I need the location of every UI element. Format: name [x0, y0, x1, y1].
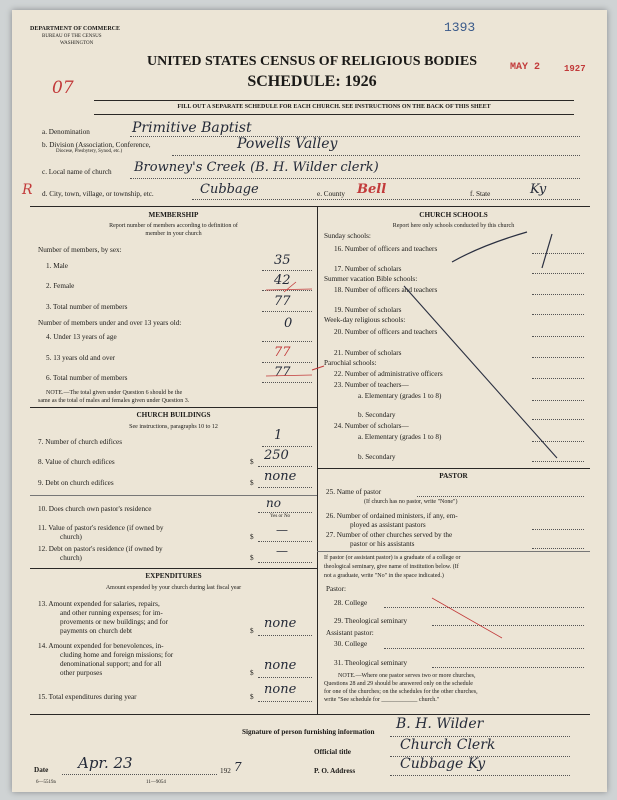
q14-label-3: denominational support; and for all	[60, 660, 162, 668]
print-number: 11—9054	[146, 780, 166, 785]
by-sex-label: Number of members, by sex:	[38, 246, 122, 254]
q1-label: 1. Male	[46, 262, 68, 270]
bureau-label: BUREAU OF THE CENSUS	[42, 34, 102, 39]
date-label: Date	[34, 766, 49, 774]
weekday-label: Week-day religious schools:	[324, 316, 406, 324]
age-intro-label: Number of members under and over 13 years old:	[38, 319, 182, 327]
q15-dollar: $	[250, 693, 254, 701]
q9-dollar: $	[250, 479, 254, 487]
schools-heading: CHURCH SCHOOLS	[419, 211, 488, 219]
q24a-label: a. Elementary (grades 1 to 8)	[358, 433, 442, 441]
pastor-note: NOTE.—Where one pastor serves two or more churches,	[338, 673, 476, 679]
q22-label: 22. Number of administrative officers	[334, 370, 443, 378]
year-value: 7	[234, 760, 242, 774]
q2-label: 2. Female	[46, 282, 75, 290]
q4-label: 4. Under 13 years of age	[46, 333, 117, 341]
division-value: Powells Valley	[237, 136, 338, 152]
q14-label-4: other purposes	[60, 669, 103, 677]
q11-value: —	[276, 523, 288, 537]
city-field-value: Cubbage	[200, 182, 259, 197]
q6-label: 6. Total number of members	[46, 374, 128, 382]
city-label: WASHINGTON	[60, 41, 94, 46]
q7-label: 7. Number of church edifices	[38, 438, 123, 446]
state-label: f. State	[470, 190, 491, 198]
po-address-label: P. O. Address	[314, 767, 356, 775]
graduate-intro-3: not a graduate, write "No" in the space indicated.)	[324, 573, 444, 579]
q17-label: 17. Number of scholars	[334, 265, 402, 273]
q15-label: 15. Total expenditures during year	[38, 693, 137, 701]
schools-intro: Report here only schools conducted by this church	[392, 223, 515, 229]
q9-label: 9. Debt on church edifices	[38, 479, 114, 487]
q16-label: 16. Number of officers and teachers	[334, 245, 438, 253]
state-value: Ky	[530, 182, 547, 197]
q25-note: (If church has no pastor, write "None")	[364, 499, 458, 505]
q8-dollar: $	[250, 458, 254, 466]
q15-value: none	[264, 682, 297, 697]
q7-value: 1	[274, 428, 283, 443]
received-stamp: MAY 2	[510, 62, 541, 73]
schedule-title: SCHEDULE: 1926	[247, 73, 377, 90]
pastor-note-4: write "See schedule for ____________ church."	[324, 697, 440, 703]
graduate-intro-2: theological seminary, give name of institution below. (If	[324, 564, 459, 570]
sunday-label: Sunday schools:	[324, 232, 371, 240]
q14-value: none	[264, 658, 297, 673]
census-schedule-sheet	[12, 10, 607, 792]
q2-value: 42	[274, 273, 291, 288]
q12-value: —	[276, 544, 288, 558]
q8-label: 8. Value of church edifices	[38, 458, 115, 466]
membership-heading: MEMBERSHIP	[148, 211, 199, 219]
q10-value: no	[266, 496, 281, 510]
received-year: 1927	[564, 64, 586, 74]
q21-label: 21. Number of scholars	[334, 349, 402, 357]
expenditures-heading: EXPENDITURES	[145, 572, 202, 580]
q13-label-4: payments on church debt	[60, 627, 133, 635]
q14-label: 14. Amount expended for benevolences, in-	[38, 642, 164, 650]
q14-label-2: cluding home and foreign missions; for	[60, 651, 174, 659]
county-label: e. County	[317, 190, 345, 198]
q12-label: 12. Debt on pastor's residence (if owned by	[38, 545, 163, 553]
q11-label-2: church)	[60, 533, 82, 541]
q1-value: 35	[274, 253, 291, 268]
official-title-label: Official title	[314, 748, 351, 756]
q26-label: 26. Number of ordained ministers, if any, em-	[326, 512, 458, 520]
denomination-label: a. Denomination	[42, 128, 90, 136]
instruction-banner: FILL OUT A SEPARATE SCHEDULE FOR EACH CHURCH. SEE INSTRUCTIONS ON THE BACK OF THIS SHEET	[177, 104, 491, 110]
q24-label: 24. Number of scholars—	[334, 422, 409, 430]
q6-value: 77	[274, 365, 291, 380]
division-label: b. Division (Association, Conference,	[42, 141, 151, 149]
q3-value: 77	[274, 294, 291, 309]
q18-label: 18. Number of officers and teachers	[334, 286, 438, 294]
q5-value: 77	[274, 345, 291, 360]
q14-dollar: $	[250, 669, 254, 677]
q27-label: 27. Number of other churches served by the	[326, 531, 453, 539]
q27-label-2: pastor or his assistants	[350, 540, 415, 548]
yes-no-hint: Yes or No	[270, 514, 291, 519]
signature-value: B. H. Wilder	[396, 716, 484, 732]
department-label: DEPARTMENT OF COMMERCE	[30, 26, 121, 32]
code-mark: 07	[52, 78, 74, 98]
pastor-heading: PASTOR	[439, 472, 468, 480]
q12-dollar: $	[250, 554, 254, 562]
q24b-label: b. Secondary	[358, 453, 396, 461]
q11-label: 11. Value of pastor's residence (if owned by	[38, 524, 164, 532]
denomination-value: Primitive Baptist	[132, 120, 252, 136]
q5-label: 5. 13 years old and over	[46, 354, 116, 362]
q31-label: 31. Theological seminary	[334, 659, 408, 667]
q10-label: 10. Does church own pastor's residence	[38, 505, 152, 513]
pastor-subheading: Pastor:	[326, 585, 346, 593]
q23a-label: a. Elementary (grades 1 to 8)	[358, 392, 442, 400]
q13-value: none	[264, 616, 297, 631]
membership-note: NOTE.—The total given under Question 6 should be the	[46, 390, 183, 396]
buildings-heading: CHURCH BUILDINGS	[136, 411, 211, 419]
q9-value: none	[264, 469, 297, 484]
q19-label: 19. Number of scholars	[334, 306, 402, 314]
q23-label: 23. Number of teachers—	[334, 381, 409, 389]
q12-label-2: church)	[60, 554, 82, 562]
assistant-subheading: Assistant pastor:	[326, 629, 374, 637]
local-name-label: c. Local name of church	[42, 168, 112, 176]
q30-label: 30. College	[334, 640, 368, 648]
po-address-value: Cubbage Ky	[400, 756, 486, 772]
pastor-note-2: Questions 28 and 29 should be answered only on the schedule	[324, 681, 473, 687]
expenditures-intro: Amount expended by your church during last fiscal year	[105, 585, 242, 591]
margin-mark: R	[22, 182, 33, 198]
summer-label: Summer vacation Bible schools:	[324, 275, 418, 283]
pastor-note-3: for one of the churches; on the schedules for the other churches,	[324, 689, 478, 695]
year-prefix: 192	[220, 767, 231, 775]
q8-value: 250	[264, 448, 289, 463]
signature-label: Signature of person furnishing information	[242, 728, 375, 736]
parochial-label: Parochial schools:	[324, 359, 377, 367]
date-value: Apr. 23	[78, 754, 133, 772]
q25-label: 25. Name of pastor	[326, 488, 382, 496]
graduate-intro: If pastor (or assistant pastor) is a graduate of a college or	[324, 555, 461, 561]
q28-label: 28. College	[334, 599, 368, 607]
q13-label-3: provements or new buildings; and for	[60, 618, 168, 626]
official-title-value: Church Clerk	[400, 737, 496, 753]
q20-label: 20. Number of officers and teachers	[334, 328, 438, 336]
q23b-label: b. Secondary	[358, 411, 396, 419]
city-field-label: d. City, town, village, or township, etc.	[42, 190, 154, 198]
division-label-2: Diocese, Presbytery, Synod, etc.)	[56, 149, 123, 154]
form-title: UNITED STATES CENSUS OF RELIGIOUS BODIES	[146, 54, 477, 69]
membership-intro: Report number of members according to definition of	[109, 223, 238, 229]
q3-label: 3. Total number of members	[46, 303, 128, 311]
membership-note-2: same as the total of males and females given under Question 3.	[38, 398, 190, 404]
q26-label-2: ployed as assistant pastors	[350, 521, 426, 529]
ink-strokes	[12, 10, 607, 792]
local-name-value: Browney's Creek (B. H. Wilder clerk)	[134, 160, 379, 175]
q13-label-2: and other running expenses; for im-	[60, 609, 163, 617]
buildings-intro: See instructions, paragraphs 10 to 12	[129, 424, 218, 430]
q4-value: 0	[284, 316, 293, 331]
q13-dollar: $	[250, 627, 254, 635]
q11-dollar: $	[250, 533, 254, 541]
membership-intro-2: member in your church	[145, 231, 202, 237]
form-number: 6—5519a	[36, 780, 56, 785]
q13-label: 13. Amount expended for salaries, repairs,	[38, 600, 160, 608]
q29-label: 29. Theological seminary	[334, 617, 408, 625]
county-value: Bell	[357, 182, 387, 197]
serial-number: 1393	[444, 20, 476, 35]
